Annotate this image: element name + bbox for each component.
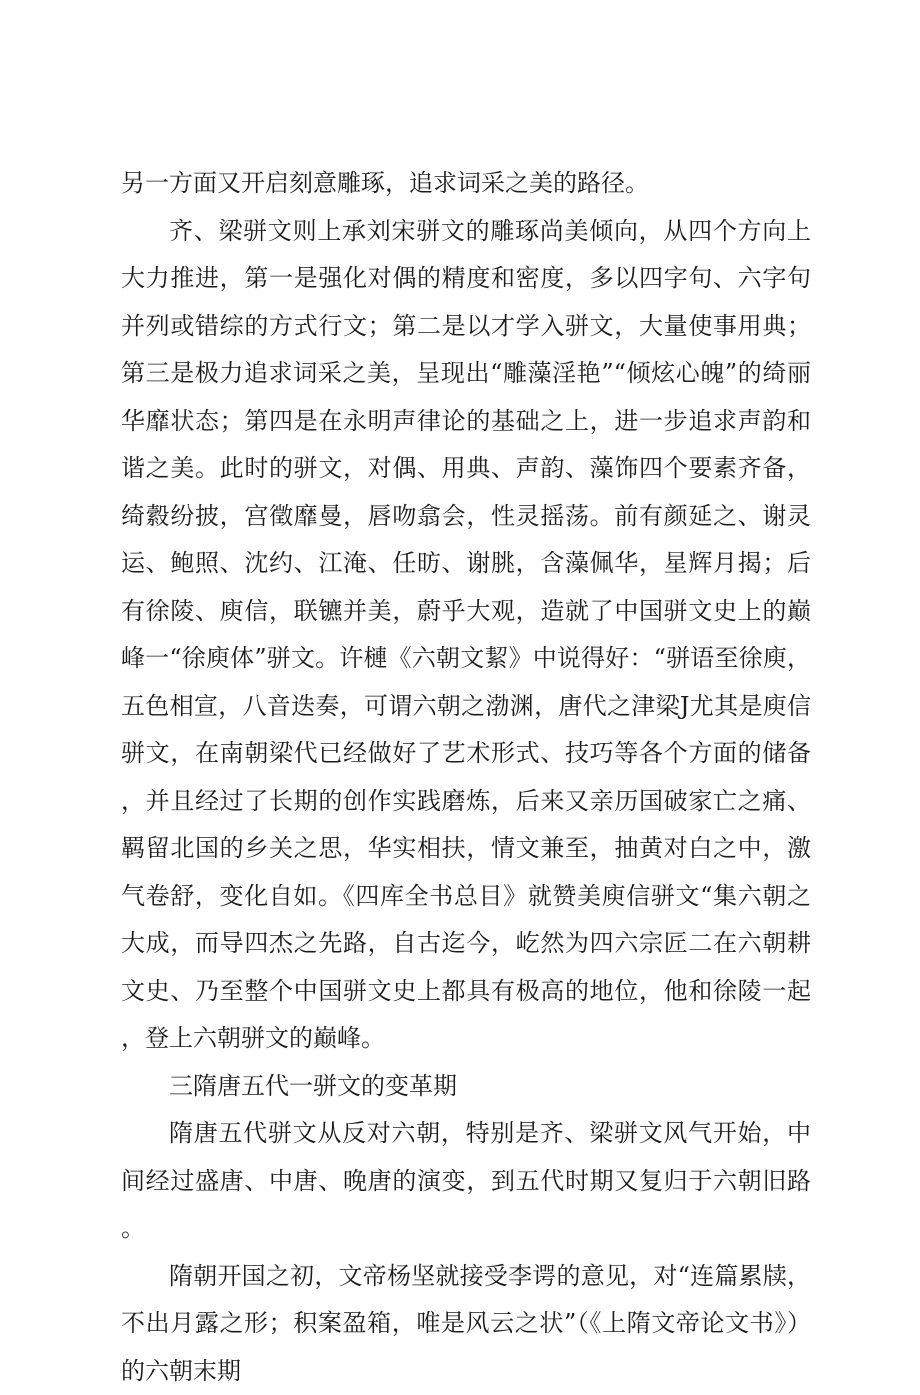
paragraph-sui-tang-overview: 隋唐五代骈文从反对六朝，特别是齐、梁骈文风气开始，中间经过盛唐、中唐、晚唐的演变，到五代时期又复归于六朝旧路。 <box>121 1110 811 1253</box>
paragraph-continuation: 另一方面又开启刻意雕琢，追求词采之美的路径。 <box>121 160 811 208</box>
paragraph-qi-liang-pianwen: 齐、梁骈文则上承刘宋骈文的雕琢尚美倾向，从四个方向上大力推进，第一是强化对偶的精度和密度，多以四字句、六字句并列或错综的方式行文；第二是以才学入骈文，大量使事用典；第三是极力追求词采之美，呈现出“雕藻淫艳”“倾炫心魄”的绮丽华靡状态；第四是在永明声律论的基础之上，进一步追求声韵和谐之美。此时的骈文，对偶、用典、声韵、藻饰四个要素齐备，绮縠纷披，宫徵靡曼，唇吻翕会，性灵摇荡。前有颜延之、谢灵运、鲍照、沈约、江淹、任昉、谢朓，含藻佩华，星辉月揭；后有徐陵、庾信，联镳并美，蔚乎大观，造就了中国骈文史上的巅峰一“徐庾体”骈文。许槤《六朝文絜》中说得好：“骈语至徐庾，五色相宣，八音迭奏，可谓六朝之渤渊，唐代之津梁J尤其是庾信骈文，在南朝梁代已经做好了艺术形式、技巧等各个方面的储备，并且经过了长期的创作实践磨炼，后来又亲历国破家亡之痛、羁留北国的乡关之思，华实相扶，情文兼至，抽黄对白之中，激气卷舒，变化自如。《四库全书总目》就赞美庾信骈文“集六朝之大成，而导四杰之先路，自古迄今，屹然为四六宗匠二在六朝耕文史、乃至整个中国骈文史上都具有极高的地位，他和徐陵一起，登上六朝骈文的巅峰。 <box>121 208 811 1063</box>
document-body <box>121 160 811 1395</box>
paragraph-sui-dynasty-start: 隋朝开国之初，文帝杨坚就接受李谔的意见，对“连篇累牍，不出月露之形；积案盈箱，唯是风云之状”（《上隋文帝论文书》）的六朝末期 <box>121 1253 811 1395</box>
section-heading: 三隋唐五代一骈文的变革期 <box>121 1063 811 1111</box>
